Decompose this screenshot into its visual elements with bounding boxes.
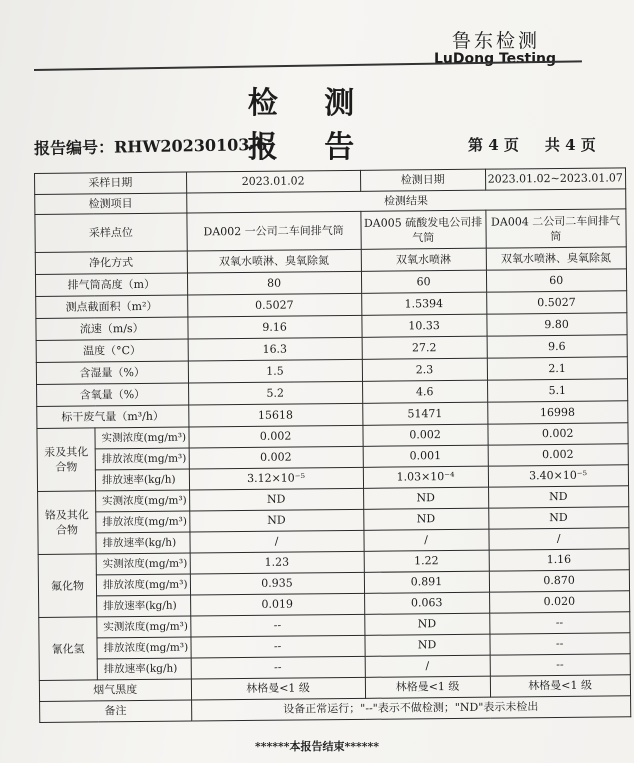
sub-value: / bbox=[364, 529, 489, 551]
row-value: 0.5027 bbox=[486, 291, 626, 314]
group-label: 氰化氢 bbox=[39, 617, 98, 681]
group-label: 铬及其化合物 bbox=[38, 491, 97, 555]
row-value: 双氧水喷淋 bbox=[361, 248, 486, 271]
sub-value: 1.03×10⁻⁴ bbox=[363, 466, 488, 488]
page-total: 共 4 页 bbox=[544, 136, 596, 154]
sub-label: 排放速率(kg/h) bbox=[96, 532, 190, 554]
table-row bbox=[40, 696, 631, 723]
sub-value: 0.002 bbox=[189, 446, 363, 469]
sub-label: 实测浓度(mg/m³) bbox=[97, 616, 191, 638]
smoke-value: 林格曼<1 级 bbox=[365, 676, 490, 698]
row-value: 10.33 bbox=[361, 314, 486, 337]
sub-label: 排放速率(kg/h) bbox=[95, 469, 189, 491]
sub-value: ND bbox=[189, 509, 363, 532]
sub-value: 0.020 bbox=[489, 591, 629, 613]
group-label: 氟化物 bbox=[38, 554, 97, 618]
sub-value: ND bbox=[189, 488, 363, 511]
sub-label: 实测浓度(mg/m³) bbox=[96, 553, 190, 575]
row-value: 1.5 bbox=[188, 359, 362, 383]
row-label: 标干废气量（m³/h） bbox=[37, 405, 189, 428]
group-label: 汞及其化合物 bbox=[37, 428, 96, 492]
test-date-label: 检测日期 bbox=[360, 169, 485, 191]
row-value: 60 bbox=[486, 269, 626, 292]
sub-value: 0.001 bbox=[363, 445, 488, 467]
sub-label: 排放速率(kg/h) bbox=[97, 658, 191, 680]
row-value: 9.6 bbox=[487, 335, 627, 358]
row-value: 27.2 bbox=[362, 336, 487, 359]
point-da002: DA002 一公司二车间排气筒 bbox=[186, 211, 360, 251]
smoke-value: 林格曼<1 级 bbox=[490, 675, 630, 697]
sub-value: ND bbox=[364, 613, 489, 635]
sampling-date-label: 采样日期 bbox=[35, 172, 187, 194]
sub-value: -- bbox=[490, 633, 630, 655]
sub-label: 排放浓度(mg/m³) bbox=[96, 511, 190, 533]
row-value: 4.6 bbox=[362, 380, 487, 403]
sub-value: ND bbox=[363, 487, 488, 509]
row-value: 2.3 bbox=[362, 358, 487, 381]
sub-value: 0.002 bbox=[488, 444, 628, 466]
sub-value: 0.063 bbox=[364, 592, 489, 614]
row-value: 双氧水喷淋、臭氧除氮 bbox=[486, 247, 626, 270]
sub-value: ND bbox=[363, 508, 488, 530]
row-label: 流速（m/s） bbox=[36, 317, 188, 340]
sub-value: 0.002 bbox=[189, 425, 363, 448]
row-label: 温度（°C） bbox=[36, 339, 188, 362]
sub-label: 排放浓度(mg/m³) bbox=[97, 637, 191, 659]
row-value: 0.5027 bbox=[187, 293, 361, 317]
smoke-value: 林格曼<1 级 bbox=[191, 677, 365, 700]
row-value: 9.80 bbox=[486, 313, 626, 336]
smoke-label: 烟气黑度 bbox=[39, 679, 191, 701]
sub-value: -- bbox=[489, 612, 629, 634]
point-da004: DA004 二公司二车间排气筒 bbox=[485, 209, 626, 248]
report-title: 检 测 报 告 bbox=[247, 86, 373, 165]
report-number: 报告编号：RHW20230103-6 bbox=[33, 134, 268, 158]
row-label: 测点截面积（m²） bbox=[36, 295, 188, 318]
sub-value: 0.002 bbox=[363, 424, 488, 446]
sub-value: -- bbox=[191, 656, 365, 679]
row-value: 16.3 bbox=[188, 337, 362, 361]
sub-value: ND bbox=[488, 486, 628, 508]
point-label: 采样点位 bbox=[35, 213, 187, 252]
report-end-marker: ******本报告结束****** bbox=[254, 740, 380, 753]
sub-label: 排放速率(kg/h) bbox=[97, 595, 191, 617]
row-value: 1.5394 bbox=[361, 292, 486, 315]
row-label: 净化方式 bbox=[35, 251, 187, 274]
sub-value: ND bbox=[488, 507, 628, 529]
result-label: 检测结果 bbox=[186, 189, 625, 213]
row-value: 16998 bbox=[487, 401, 627, 424]
sub-value: / bbox=[190, 530, 364, 553]
sub-value: 0.935 bbox=[190, 572, 364, 595]
results-table-wrap bbox=[34, 167, 631, 723]
row-value: 60 bbox=[361, 270, 486, 293]
sub-value: 1.22 bbox=[364, 550, 489, 572]
sub-value: / bbox=[489, 528, 629, 550]
results-table bbox=[34, 167, 631, 723]
row-label: 含湿量（%） bbox=[36, 361, 188, 384]
sub-value: 1.23 bbox=[190, 551, 364, 574]
row-value: 5.2 bbox=[188, 381, 362, 405]
row-value: 双氧水喷淋、臭氧除氮 bbox=[187, 249, 361, 273]
sub-value: / bbox=[365, 655, 490, 677]
sub-value: -- bbox=[490, 654, 630, 676]
row-value: 2.1 bbox=[487, 357, 627, 380]
sub-value: 0.891 bbox=[364, 571, 489, 593]
table-row bbox=[35, 209, 626, 253]
sub-label: 排放浓度(mg/m³) bbox=[96, 574, 190, 596]
company-name-cn: 鲁东检测 bbox=[452, 30, 541, 52]
row-value: 51471 bbox=[362, 402, 487, 425]
sub-value: 1.16 bbox=[489, 549, 629, 571]
company-name-en: LuDong Testing bbox=[434, 51, 556, 67]
sub-value: ND bbox=[365, 634, 490, 656]
row-value: 15618 bbox=[188, 403, 362, 427]
sub-value: 0.019 bbox=[190, 593, 364, 616]
note-label: 备注 bbox=[40, 700, 192, 722]
row-value: 80 bbox=[187, 271, 361, 295]
page-number: 第 4 页 bbox=[468, 136, 519, 154]
sub-label: 排放浓度(mg/m³) bbox=[95, 448, 189, 470]
sub-value: 3.40×10⁻⁵ bbox=[488, 465, 628, 487]
sub-value: -- bbox=[190, 614, 364, 637]
test-date-value: 2023.01.02~2023.01.07 bbox=[485, 168, 625, 190]
sampling-date-value: 2023.01.02 bbox=[186, 170, 360, 193]
row-value: 5.1 bbox=[487, 379, 627, 402]
row-label: 含氧量（%） bbox=[37, 383, 189, 406]
row-value: 9.16 bbox=[187, 315, 361, 339]
note-text: 设备正常运行；"--"表示不做检测；"ND"表示未检出 bbox=[191, 696, 630, 721]
sub-label: 实测浓度(mg/m³) bbox=[96, 490, 190, 512]
page-info bbox=[468, 134, 596, 155]
item-label: 检测项目 bbox=[35, 193, 187, 214]
sub-value: 3.12×10⁻⁵ bbox=[189, 467, 363, 490]
sub-value: 0.002 bbox=[488, 423, 628, 445]
point-da005: DA005 硫酸发电公司排气筒 bbox=[360, 210, 485, 249]
sub-value: 0.870 bbox=[489, 570, 629, 592]
row-label: 排气筒高度（m） bbox=[35, 273, 187, 296]
sub-value: -- bbox=[191, 635, 365, 658]
sub-label: 实测浓度(mg/m³) bbox=[95, 427, 189, 449]
